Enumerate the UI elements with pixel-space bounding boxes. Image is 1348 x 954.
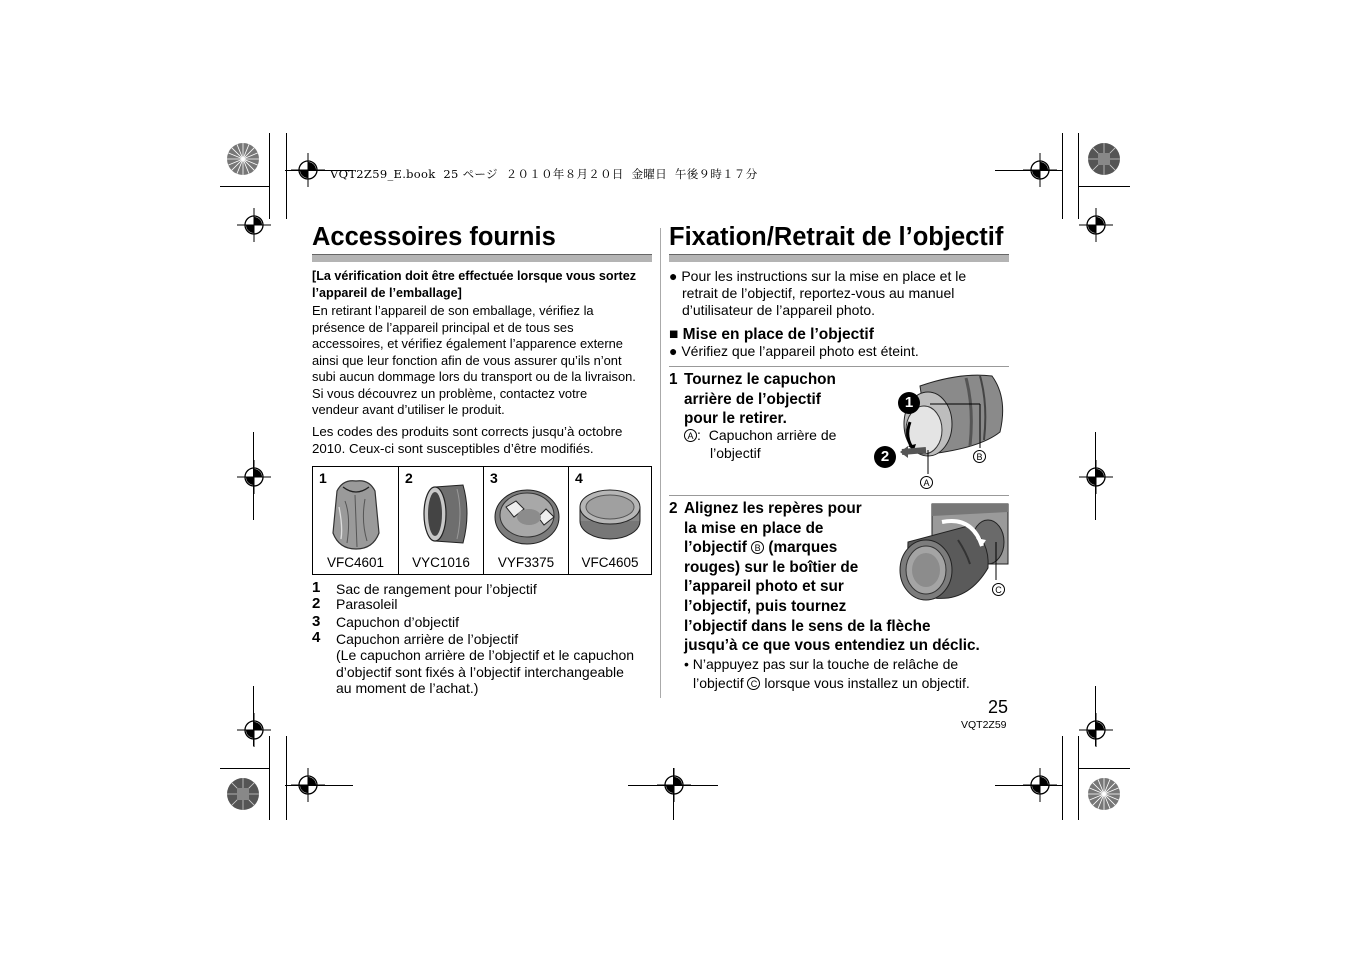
list-note-line: d’objectif sont fixés à l’objectif interchangeable (336, 663, 624, 680)
intro-line: ainsi que leur fonction afin de vous assurer qu’ils n’ont (312, 352, 622, 368)
step-2-line: la mise en place de (684, 519, 824, 537)
list-note-line: (Le capuchon arrière de l’objectif et le capuchon (336, 647, 635, 663)
lens-intro-line: d’utilisateur de l’appareil photo. (682, 302, 876, 318)
title-rule (669, 254, 1009, 262)
codes-note-line: 2010. Ceux-ci sont susceptibles d’être modifiés. (312, 440, 594, 456)
callout-b-marker: B (751, 541, 764, 554)
list-note-line: au moment de l’achat.) (336, 680, 479, 696)
step-1-text (684, 370, 874, 429)
lens-intro (669, 268, 1009, 319)
callout-b-marker: B (973, 450, 986, 463)
section-bullet: ● Vérifiez que l’appareil photo est éteint. (669, 343, 919, 359)
callout-2-badge: 2 (874, 446, 896, 468)
step-1-note: A : Capuchon arrière de l’objectif (684, 427, 874, 462)
step-2-number: 2 (669, 500, 678, 517)
registration-mark-icon (291, 768, 325, 802)
intro-line: Si vous découvrez un problème, contactez votre (312, 385, 588, 401)
list-item: Sac de rangement pour l’objectif (336, 581, 537, 597)
step-2-line: l’objectif dans le sens de la flèche (684, 617, 931, 635)
divider (669, 495, 1009, 496)
column-separator (660, 228, 661, 698)
callout-a-marker: A (684, 429, 697, 442)
accessories-title: Accessoires fournis (312, 223, 556, 251)
step-2-line: rouges) sur le boîtier de (684, 558, 859, 576)
lens-title: Fixation/Retrait de l’objectif (669, 223, 1004, 251)
intro-line: vendeur avant d’utiliser le produit. (312, 402, 505, 417)
step-1-line: Tournez le capuchon (684, 371, 836, 388)
model-code: VQT2Z59 (961, 719, 1007, 731)
accessory-cell (399, 467, 484, 574)
list-number: 4 (312, 629, 321, 646)
color-rosette-icon (1087, 142, 1121, 176)
list-note (336, 647, 666, 697)
step-2-note-line: lorsque vous installez un objectif. (764, 675, 970, 691)
registration-mark-icon (237, 713, 271, 747)
registration-mark-icon (1023, 153, 1057, 187)
codes-note-line: Les codes des produits sont corrects jusqu’à octobre (312, 424, 623, 439)
step-2-note (684, 655, 1014, 693)
registration-mark-icon (237, 460, 271, 494)
lens-intro-line: ● Pour les instructions sur la mise en place et le (669, 268, 967, 284)
intro-line: subi aucun dommage lors du transport ou de la livraison. (312, 369, 636, 384)
callout-c-marker: C (992, 583, 1005, 596)
list-number: 2 (312, 595, 321, 612)
title-rule (312, 254, 652, 262)
step-2-line: l’appareil photo et sur (684, 578, 844, 596)
registration-mark-icon (237, 208, 271, 242)
step-2-line: jusqu’à ce que vous entendiez un déclic. (684, 637, 980, 655)
registration-mark-icon (1023, 768, 1057, 802)
codes-note (312, 424, 657, 457)
intro-paragraph (312, 303, 657, 419)
step-1-line: arrière de l’objectif (684, 390, 821, 408)
intro-line: En retirant l’appareil de son emballage, vérifiez la (312, 303, 594, 318)
step-2-note-line: l’objectif (693, 675, 744, 691)
list-item: Parasoleil (336, 596, 398, 612)
intro-line: accessoires, et vérifiez également l’apparence externe (312, 336, 623, 351)
list-item: Capuchon arrière de l’objectif (336, 631, 519, 647)
step-1-number: 1 (669, 371, 678, 388)
step-1-note-line: l’objectif (710, 444, 761, 461)
rear-lens-cap-icon (569, 477, 651, 551)
registration-mark-icon (1079, 713, 1113, 747)
accessory-code: VFC4605 (581, 555, 639, 570)
step-2-line: l’objectif, puis tournez (684, 597, 847, 615)
step-2-line: (marques (768, 539, 838, 557)
lens-hood-icon (399, 477, 484, 551)
intro-bold: [La vérification doit être effectuée lorsque vous sortez l’appareil de l’emballage] (312, 269, 637, 300)
color-rosette-icon (1087, 777, 1121, 811)
step-1-note-line: Capuchon arrière de (708, 427, 837, 443)
accessory-code: VFC4601 (326, 555, 385, 570)
accessory-cell (569, 467, 651, 574)
accessory-number: 2 (405, 470, 413, 486)
accessory-code: VYF3375 (497, 555, 555, 570)
accessory-number: 3 (490, 470, 498, 486)
callout-a-marker: A (920, 476, 933, 489)
color-rosette-icon (226, 777, 260, 811)
divider (669, 366, 1009, 367)
accessory-number: 4 (575, 470, 583, 486)
step-1-line: pour le retirer. (684, 410, 787, 428)
storage-bag-icon (313, 477, 399, 551)
accessories-table (312, 466, 652, 575)
accessory-number: 1 (319, 470, 327, 486)
lens-cap-icon (484, 477, 569, 551)
lens-rear-cap-illustration (870, 368, 1010, 490)
accessory-code: VYC1016 (412, 555, 470, 570)
callout-c-marker: C (747, 677, 760, 690)
section-title: ■ Mise en place de l’objectif (669, 326, 874, 343)
callout-1-badge: 1 (898, 392, 920, 414)
step-2-line: Alignez les repères pour (684, 500, 862, 517)
intro-line: présence de l’appareil principal et de tous ses (312, 319, 574, 335)
accessory-cell (313, 467, 399, 574)
color-rosette-icon (226, 142, 260, 176)
list-number: 3 (312, 613, 321, 630)
accessory-cell (484, 467, 569, 574)
registration-mark-icon (291, 153, 325, 187)
registration-mark-icon (1079, 460, 1113, 494)
step-2-note-line: • N’appuyez pas sur la touche de relâche de (684, 656, 959, 672)
book-header: VQT2Z59_E.book 25 ページ ２０１０年８月２０日 金曜日 午後９時１７分 (330, 167, 758, 181)
registration-mark-icon (1079, 208, 1113, 242)
list-item: Capuchon d’objectif (336, 614, 459, 630)
lens-intro-line: retrait de l’objectif, reportez-vous au manuel (682, 285, 955, 301)
page-number: 25 (988, 697, 1009, 717)
step-2-line: l’objectif (684, 539, 747, 557)
list-number: 1 (312, 579, 321, 596)
